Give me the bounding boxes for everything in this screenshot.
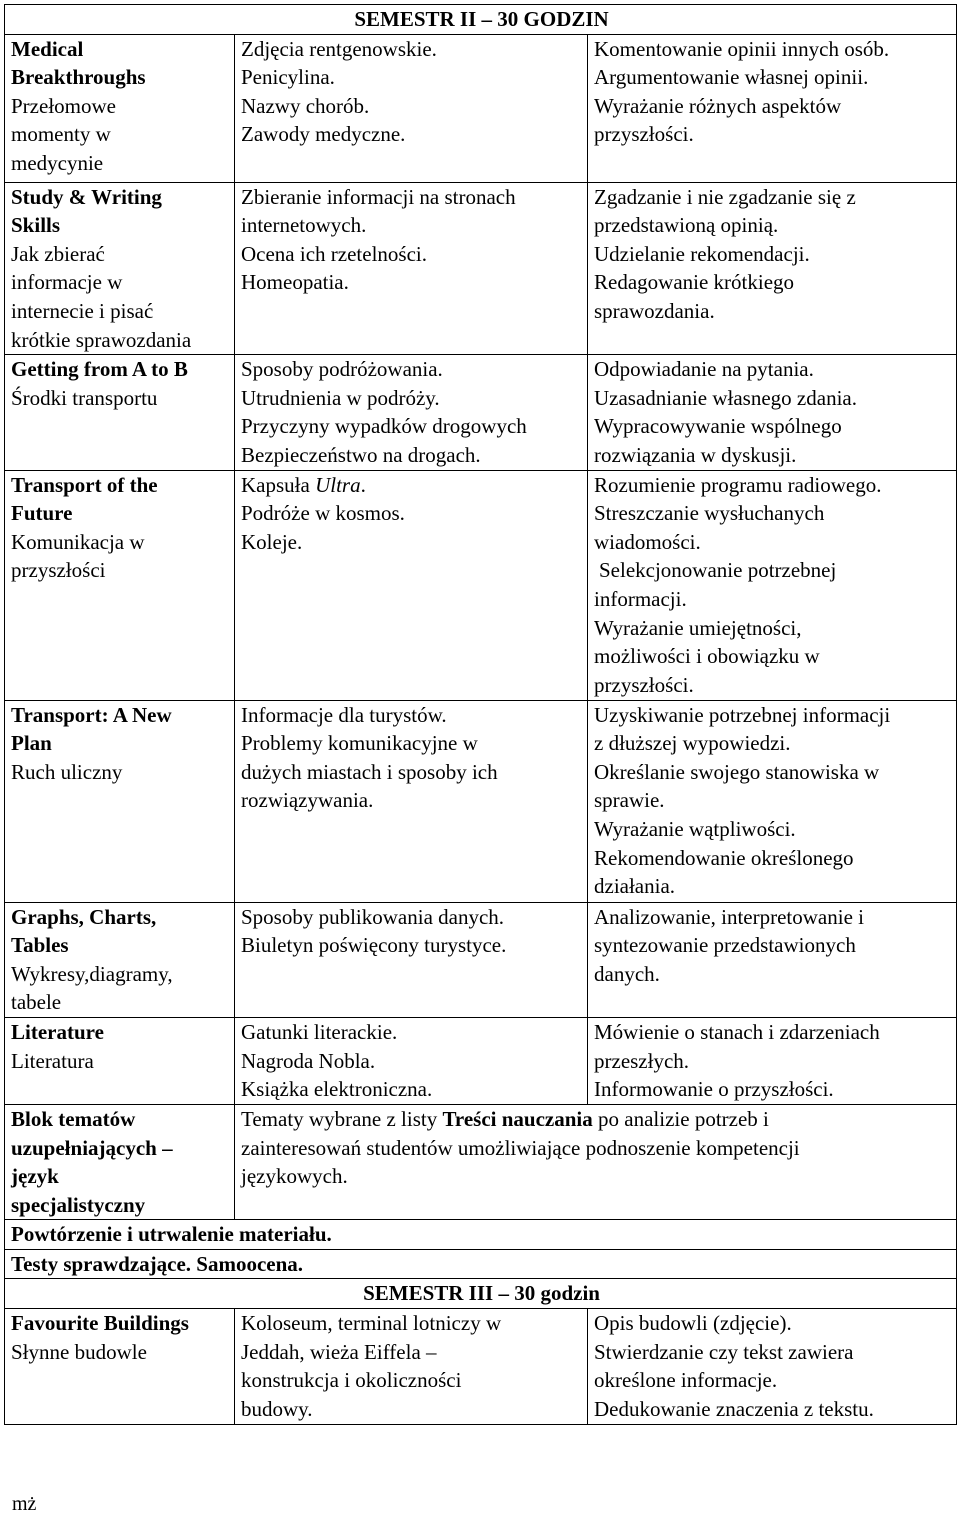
topic-title: Medical: [11, 36, 84, 61]
vocabulary-cell: [235, 902, 588, 1017]
topic-title-pl: Środki transportu: [11, 385, 158, 410]
skill-item: Redagowanie krótkiego: [594, 270, 795, 295]
topic-title-pl: internecie i pisać: [11, 298, 154, 323]
vocabulary-item: Nazwy chorób.: [241, 93, 370, 118]
topic-title-pl: krótkie sprawozdania: [11, 327, 192, 352]
topic-title: Study & Writing: [11, 184, 162, 209]
skill-item: Uzasadnianie własnego zdania.: [594, 385, 857, 410]
skill-item: sprawozdania.: [594, 298, 715, 323]
skill-item: informacji.: [594, 586, 687, 611]
vocabulary-cell: [235, 34, 588, 182]
skill-item: Wyrażanie wątpliwości.: [594, 816, 796, 841]
vocabulary-item: Biuletyn poświęcony turystyce.: [241, 933, 507, 958]
vocabulary-item: Przyczyny wypadków drogowych: [241, 414, 527, 439]
skills-cell: [588, 470, 957, 700]
topic-title: specjalistyczny: [11, 1192, 146, 1217]
topic-title: Breakthroughs: [11, 65, 146, 90]
skill-item: Analizowanie, interpretowanie i: [594, 904, 864, 929]
vocabulary-cell: [235, 182, 588, 355]
semester-header-row: [5, 1279, 957, 1309]
vocabulary-cell: [235, 700, 588, 902]
vocabulary-text-italic: Ultra: [315, 472, 361, 497]
tests-cell: Testy sprawdzające. Samoocena.: [5, 1249, 957, 1279]
topic-title-pl: przyszłości: [11, 558, 106, 583]
skill-item: przeszłych.: [594, 1048, 690, 1073]
specialist-text: językowych.: [241, 1164, 348, 1189]
specialist-text-part: Tematy wybrane z listy: [241, 1106, 443, 1131]
skills-cell: [588, 700, 957, 902]
topic-cell: [5, 470, 235, 700]
specialist-topics-cell: [235, 1104, 957, 1219]
topic-title-pl: informacje w: [11, 270, 123, 295]
topic-title: język: [11, 1164, 59, 1189]
table-row: [5, 182, 957, 355]
topic-title: Getting from A to B: [11, 357, 188, 382]
skill-item: Selekcjonowanie potrzebnej: [599, 558, 837, 583]
skill-item: określone informacje.: [594, 1368, 778, 1393]
vocabulary-item: [241, 471, 583, 500]
skill-item: Komentowanie opinii innych osób.: [594, 36, 890, 61]
skills-cell: [588, 355, 957, 470]
skills-cell: [588, 1309, 957, 1425]
vocabulary-item: Homeopatia.: [241, 270, 349, 295]
specialist-text-bold: Treści nauczania: [442, 1106, 593, 1131]
topic-title-pl: Jak zbierać: [11, 241, 105, 266]
vocabulary-item: Koleje.: [241, 529, 303, 554]
topic-title-pl: Komunikacja w: [11, 529, 145, 554]
topic-cell: [5, 700, 235, 902]
specialist-text: [241, 1105, 952, 1134]
table-row: [5, 1249, 957, 1279]
vocabulary-cell: [235, 1017, 588, 1104]
vocabulary-item: Sposoby podróżowania.: [241, 357, 443, 382]
vocabulary-item: konstrukcja i okoliczności: [241, 1368, 462, 1393]
skill-item: Informowanie o przyszłości.: [594, 1077, 834, 1102]
skill-item: Argumentowanie własnej opinii.: [594, 65, 869, 90]
table-row: [5, 34, 957, 182]
skill-item: sprawie.: [594, 788, 665, 813]
vocabulary-item: Utrudnienia w podróży.: [241, 385, 440, 410]
skills-cell: [588, 902, 957, 1017]
review-cell: Powtórzenie i utrwalenie materiału.: [5, 1220, 957, 1250]
vocabulary-item: Jeddah, wieża Eiffela –: [241, 1339, 437, 1364]
skill-item: Stwierdzanie czy tekst zawiera: [594, 1339, 854, 1364]
footer-initials: mż: [12, 1493, 37, 1515]
topic-title: Skills: [11, 213, 61, 238]
table-row: [5, 1220, 957, 1250]
skill-item: działania.: [594, 874, 676, 899]
topic-title: Tables: [11, 933, 69, 958]
topic-title: Graphs, Charts,: [11, 904, 157, 929]
table-row: [5, 1104, 957, 1219]
table-row: [5, 700, 957, 902]
skill-item: rozwiązania w dyskusji.: [594, 442, 797, 467]
vocabulary-item: Ocena ich rzetelności.: [241, 241, 427, 266]
skill-item: wiadomości.: [594, 529, 701, 554]
skill-item: Streszczanie wysłuchanych: [594, 501, 825, 526]
skill-item: Opis budowli (zdjęcie).: [594, 1311, 792, 1336]
topic-title-pl: Wykresy,diagramy,: [11, 961, 173, 986]
syllabus-table: [4, 4, 957, 1425]
specialist-text-part: po analizie potrzeb i: [592, 1106, 769, 1131]
vocabulary-cell: [235, 1309, 588, 1425]
skills-cell: [588, 1017, 957, 1104]
table-row: [5, 902, 957, 1017]
skill-item: z dłuższej wypowiedzi.: [594, 731, 791, 756]
vocabulary-item: rozwiązywania.: [241, 788, 374, 813]
topic-title-pl: tabele: [11, 990, 62, 1015]
topic-cell: [5, 355, 235, 470]
vocabulary-cell: [235, 355, 588, 470]
semester-2-heading: SEMESTR II – 30 GODZIN: [5, 5, 957, 35]
vocabulary-item: Zawody medyczne.: [241, 122, 406, 147]
vocabulary-text: Kapsuła: [241, 472, 316, 497]
topic-title-pl: momenty w: [11, 122, 111, 147]
vocabulary-item: Bezpieczeństwo na drogach.: [241, 442, 481, 467]
vocabulary-item: Zbieranie informacji na stronach: [241, 184, 516, 209]
skill-item: Odpowiadanie na pytania.: [594, 357, 814, 382]
topic-cell: [5, 1104, 235, 1219]
vocabulary-item: Penicylina.: [241, 65, 335, 90]
table-row: [5, 355, 957, 470]
skill-item: Wyrażanie umiejętności,: [594, 615, 802, 640]
skill-item: danych.: [594, 961, 660, 986]
topic-title: uzupełniających –: [11, 1135, 173, 1160]
skill-item: Rekomendowanie określonego: [594, 845, 854, 870]
vocabulary-item: Gatunki literackie.: [241, 1019, 398, 1044]
vocabulary-item: Podróże w kosmos.: [241, 501, 405, 526]
vocabulary-item: internetowych.: [241, 213, 367, 238]
topic-cell: [5, 902, 235, 1017]
vocabulary-item: Nagroda Nobla.: [241, 1048, 376, 1073]
topic-cell: [5, 182, 235, 355]
topic-cell: [5, 1309, 235, 1425]
skill-item: przedstawioną opinią.: [594, 213, 779, 238]
semester-header-row: [5, 5, 957, 35]
table-row: [5, 1309, 957, 1425]
topic-title: Future: [11, 501, 73, 526]
topic-title: Transport: A New: [11, 702, 172, 727]
vocabulary-item: Sposoby publikowania danych.: [241, 904, 505, 929]
vocabulary-item: dużych miastach i sposoby ich: [241, 759, 498, 784]
skill-item: syntezowanie przedstawionych: [594, 933, 856, 958]
topic-title: Blok tematów: [11, 1106, 136, 1131]
skill-item: możliwości i obowiązku w: [594, 644, 820, 669]
skills-cell: [588, 34, 957, 182]
topic-title-pl: Przełomowe: [11, 93, 116, 118]
topic-title-pl: Literatura: [11, 1048, 94, 1073]
skill-item: Rozumienie programu radiowego.: [594, 472, 882, 497]
topic-title: Transport of the: [11, 472, 158, 497]
skill-item: Określanie swojego stanowiska w: [594, 759, 880, 784]
vocabulary-item: Książka elektroniczna.: [241, 1077, 433, 1102]
topic-title-pl: Ruch uliczny: [11, 759, 123, 784]
skill-item: przyszłości.: [594, 122, 694, 147]
skill-item: przyszłości.: [594, 672, 694, 697]
skills-cell: [588, 182, 957, 355]
skill-item: Mówienie o stanach i zdarzeniach: [594, 1019, 880, 1044]
topic-title: Literature: [11, 1019, 104, 1044]
table-row: [5, 1017, 957, 1104]
topic-title-pl: Słynne budowle: [11, 1339, 147, 1364]
topic-title: Plan: [11, 731, 52, 756]
table-row: [5, 470, 957, 700]
skill-item: Zgadzanie i nie zgadzanie się z: [594, 184, 856, 209]
skill-item: Wyrażanie różnych aspektów: [594, 93, 842, 118]
semester-3-heading: SEMESTR III – 30 godzin: [5, 1279, 957, 1309]
skill-item: Uzyskiwanie potrzebnej informacji: [594, 702, 891, 727]
vocabulary-text: .: [360, 472, 366, 497]
topic-cell: [5, 34, 235, 182]
skill-item: Wypracowywanie wspólnego: [594, 414, 842, 439]
topic-title: Favourite Buildings: [11, 1311, 189, 1336]
topic-title-pl: medycynie: [11, 150, 104, 175]
vocabulary-item: Zdjęcia rentgenowskie.: [241, 36, 437, 61]
vocabulary-item: Koloseum, terminal lotniczy w: [241, 1311, 502, 1336]
vocabulary-item: budowy.: [241, 1396, 313, 1421]
skill-item: Udzielanie rekomendacji.: [594, 241, 810, 266]
vocabulary-item: Problemy komunikacyjne w: [241, 731, 478, 756]
topic-cell: [5, 1017, 235, 1104]
vocabulary-item: Informacje dla turystów.: [241, 702, 447, 727]
skill-item: Dedukowanie znaczenia z tekstu.: [594, 1396, 874, 1421]
specialist-text: zainteresowań studentów umożliwiające podnoszenie kompetencji: [241, 1135, 800, 1160]
vocabulary-cell: [235, 470, 588, 700]
